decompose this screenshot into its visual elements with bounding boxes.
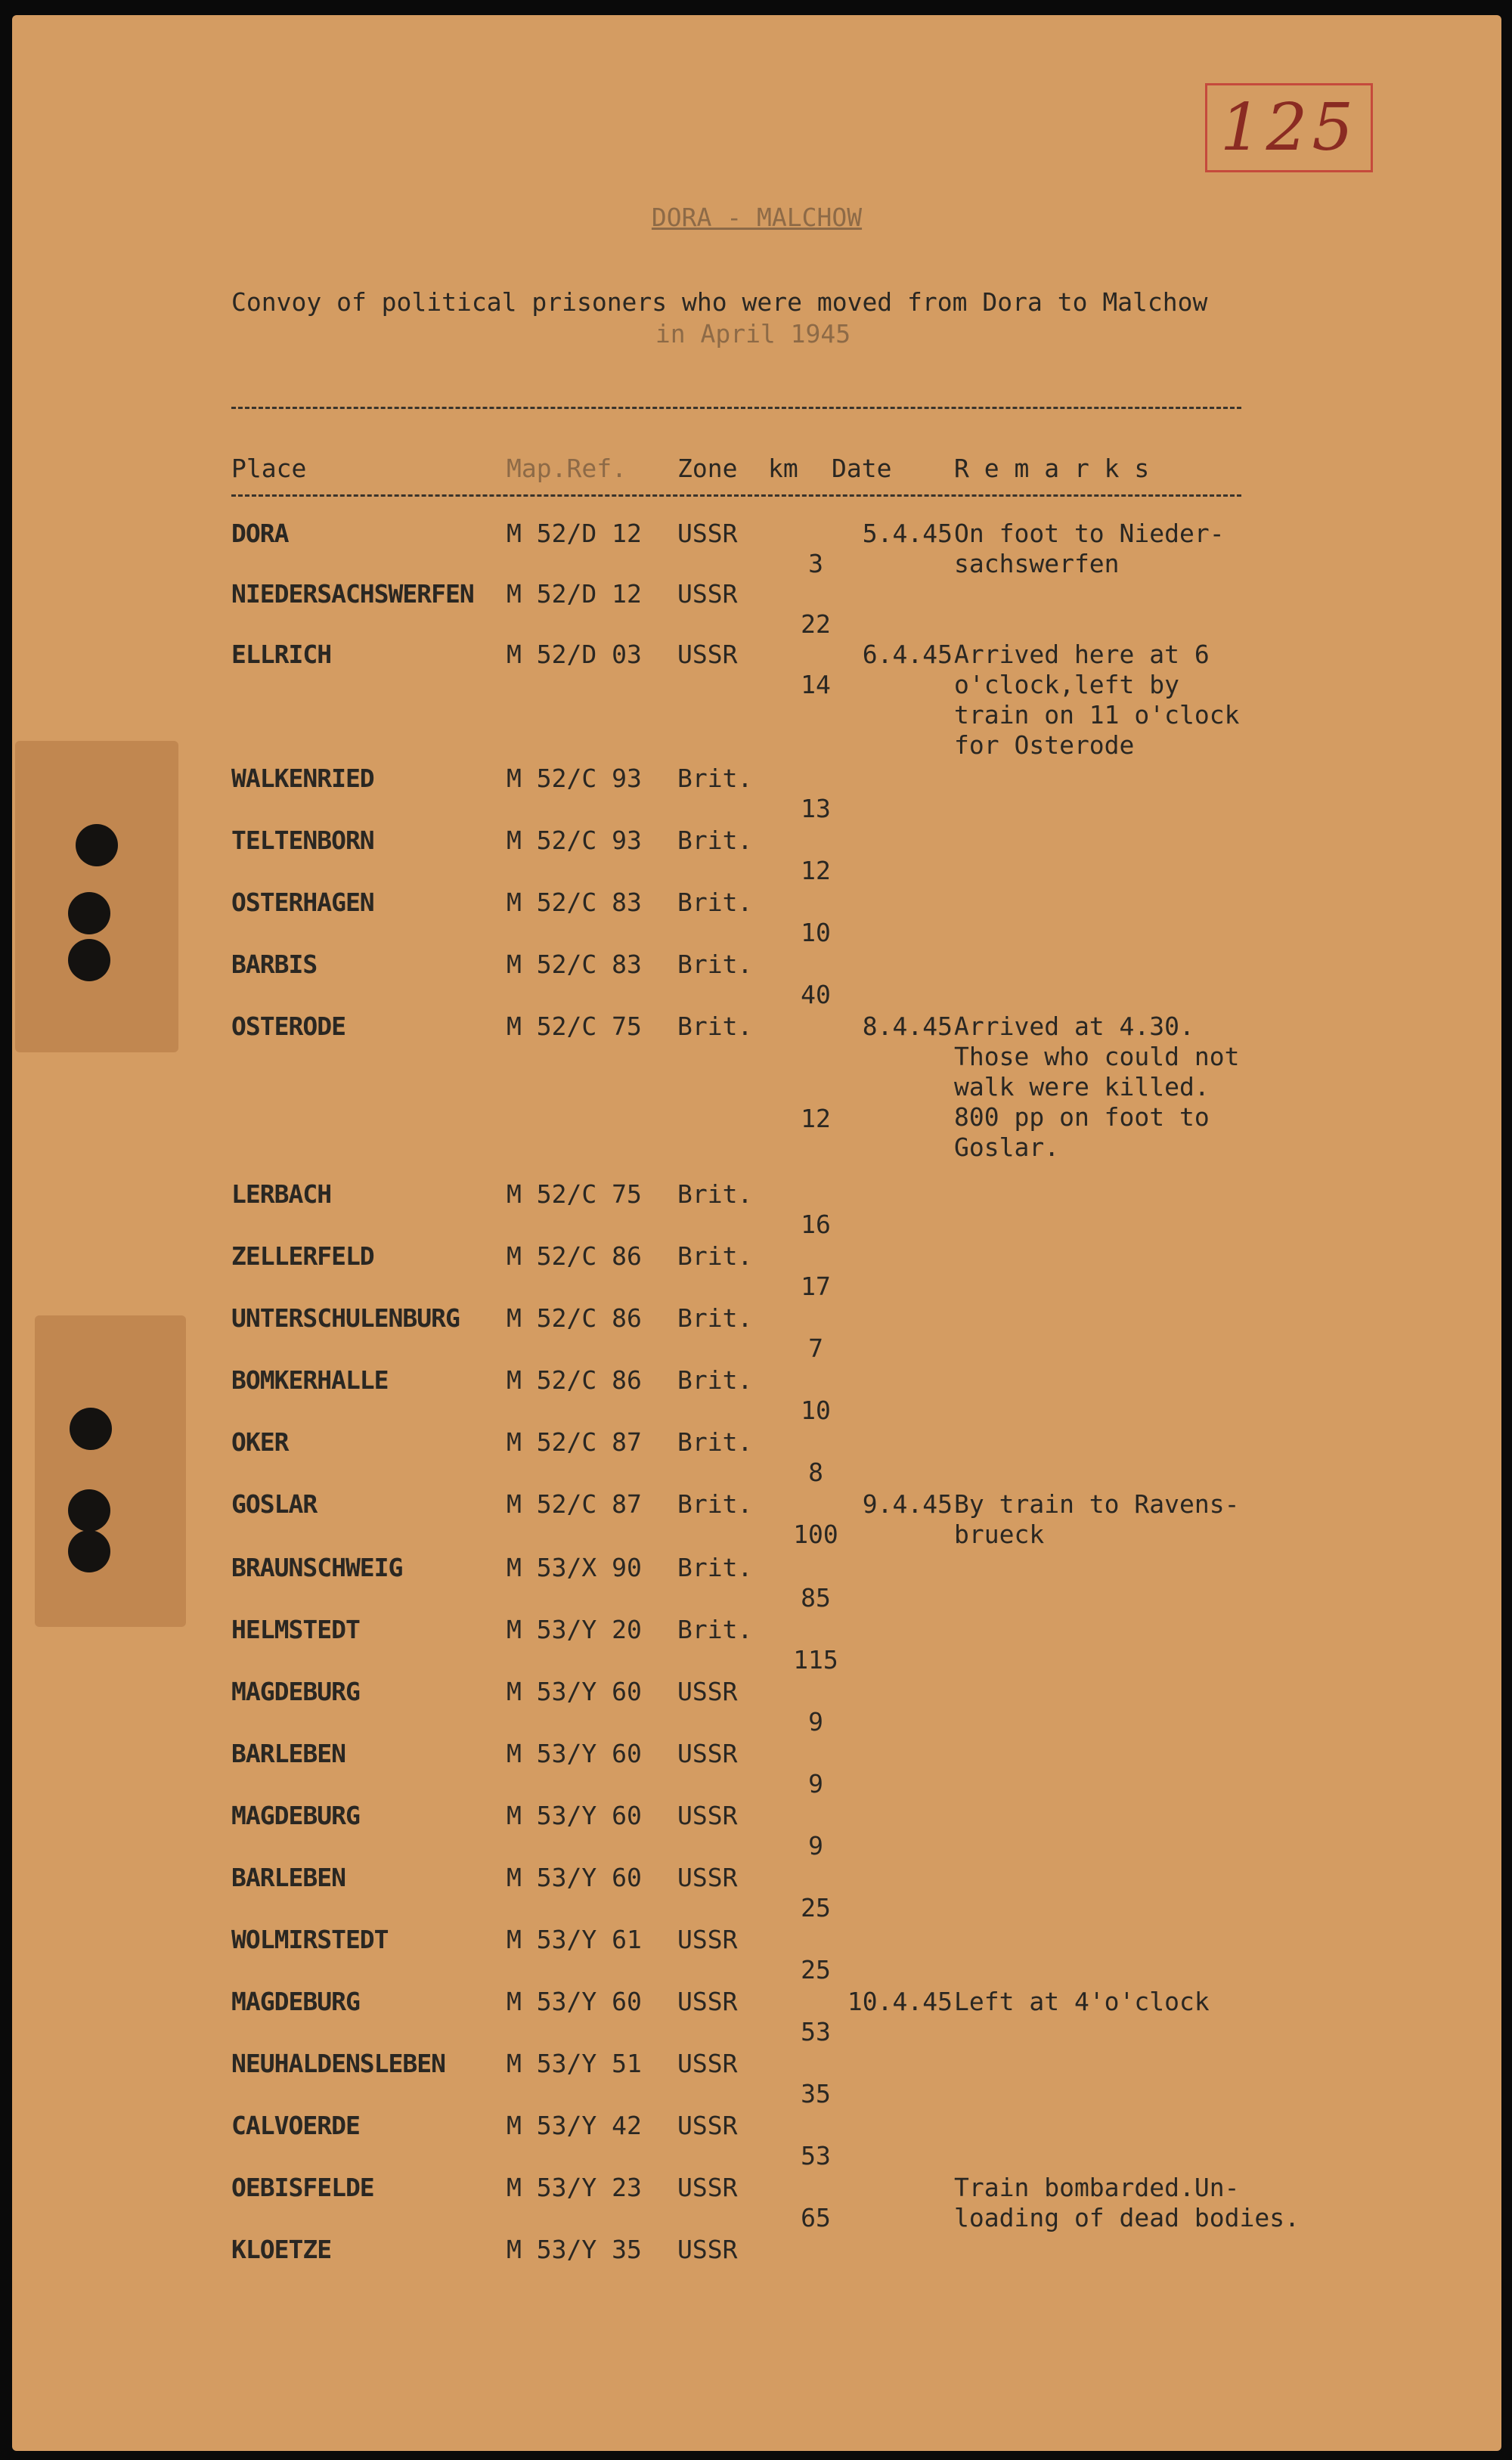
distance-km: 8 xyxy=(808,1458,823,1487)
map-reference: M 52/D 03 xyxy=(507,640,642,669)
subtitle-line-2: in April 1945 xyxy=(655,319,851,349)
place-name: HELMSTEDT xyxy=(231,1615,360,1644)
zone: Brit. xyxy=(677,950,753,979)
place-name: NEUHALDENSLEBEN xyxy=(231,2049,446,2078)
punch-hole xyxy=(68,892,110,934)
map-reference: M 52/C 93 xyxy=(507,826,642,855)
place-name: BARBIS xyxy=(231,950,318,979)
distance-km: 7 xyxy=(808,1334,823,1363)
distance-km: 10 xyxy=(801,1396,831,1425)
distance-km: 115 xyxy=(793,1645,838,1675)
map-reference: M 52/D 12 xyxy=(507,579,642,609)
remarks: By train to Ravens- brueck xyxy=(954,1489,1240,1549)
zone: USSR xyxy=(677,1987,738,2016)
distance-km: 40 xyxy=(801,980,831,1009)
place-name: UNTERSCHULENBURG xyxy=(231,1303,460,1333)
date: 9.4.45 xyxy=(862,1489,953,1519)
map-reference: M 53/Y 60 xyxy=(507,1739,642,1768)
distance-km: 9 xyxy=(808,1707,823,1737)
place-name: OSTERHAGEN xyxy=(231,888,374,917)
distance-km: 16 xyxy=(801,1210,831,1239)
map-reference: M 53/Y 60 xyxy=(507,1801,642,1830)
distance-km: 3 xyxy=(808,549,823,578)
zone: Brit. xyxy=(677,1179,753,1209)
place-name: TELTENBORN xyxy=(231,826,374,855)
distance-km: 53 xyxy=(801,2141,831,2170)
remarks: Left at 4'o'clock xyxy=(954,1987,1210,2016)
place-name: OKER xyxy=(231,1427,289,1457)
place-name: GOSLAR xyxy=(231,1489,318,1519)
map-reference: M 52/C 83 xyxy=(507,950,642,979)
map-reference: M 52/C 83 xyxy=(507,888,642,917)
place-name: MAGDEBURG xyxy=(231,1801,360,1830)
header-zone: Zone xyxy=(677,454,738,483)
zone: Brit. xyxy=(677,1012,753,1041)
place-name: BARLEBEN xyxy=(231,1739,345,1768)
map-reference: M 53/Y 35 xyxy=(507,2235,642,2264)
zone: Brit. xyxy=(677,1553,753,1582)
header-km: km xyxy=(768,454,798,483)
header-date: Date xyxy=(832,454,892,483)
map-reference: M 52/C 86 xyxy=(507,1241,642,1271)
map-reference: M 53/Y 61 xyxy=(507,1925,642,1954)
distance-km: 14 xyxy=(801,670,831,699)
document-title: DORA - MALCHOW xyxy=(651,203,863,232)
place-name: BRAUNSCHWEIG xyxy=(231,1553,403,1582)
header-place: Place xyxy=(231,454,307,483)
punch-hole xyxy=(68,1489,110,1532)
place-name: CALVOERDE xyxy=(231,2111,360,2140)
zone: USSR xyxy=(677,1863,738,1892)
place-name: WALKENRIED xyxy=(231,764,374,793)
map-reference: M 52/C 93 xyxy=(507,764,642,793)
zone: Brit. xyxy=(677,764,753,793)
map-reference: M 53/X 90 xyxy=(507,1553,642,1582)
distance-km: 53 xyxy=(801,2017,831,2046)
date: 8.4.45 xyxy=(862,1012,953,1041)
place-name: ELLRICH xyxy=(231,640,332,669)
distance-km: 22 xyxy=(801,609,831,639)
map-reference: M 53/Y 60 xyxy=(507,1863,642,1892)
distance-km: 25 xyxy=(801,1893,831,1922)
zone: USSR xyxy=(677,1925,738,1954)
distance-km: 12 xyxy=(801,1104,831,1133)
place-name: LERBACH xyxy=(231,1179,332,1209)
distance-km: 9 xyxy=(808,1831,823,1860)
remarks: Arrived at 4.30. Those who could not walk were killed. 800 pp on foot to Goslar. xyxy=(954,1012,1240,1162)
distance-km: 9 xyxy=(808,1769,823,1799)
distance-km: 100 xyxy=(793,1520,838,1549)
remarks: On foot to Nieder- sachswerfen xyxy=(954,519,1225,578)
map-reference: M 52/C 75 xyxy=(507,1012,642,1041)
punch-hole xyxy=(70,1408,112,1450)
place-name: BARLEBEN xyxy=(231,1863,345,1892)
header-rule-top xyxy=(231,407,1241,409)
map-reference: M 52/C 86 xyxy=(507,1365,642,1395)
map-reference: M 52/C 86 xyxy=(507,1303,642,1333)
place-name: BOMKERHALLE xyxy=(231,1365,389,1395)
zone: USSR xyxy=(677,579,738,609)
map-reference: M 53/Y 42 xyxy=(507,2111,642,2140)
zone: USSR xyxy=(677,1677,738,1706)
distance-km: 35 xyxy=(801,2079,831,2108)
header-remarks: R e m a r k s xyxy=(954,454,1150,483)
date: 10.4.45 xyxy=(847,1987,953,2016)
zone: USSR xyxy=(677,2049,738,2078)
zone: USSR xyxy=(677,2111,738,2140)
zone: Brit. xyxy=(677,826,753,855)
remarks: Arrived here at 6 o'clock,left by train on 11 o'clock for Osterode xyxy=(954,640,1240,760)
map-reference: M 52/C 75 xyxy=(507,1179,642,1209)
zone: USSR xyxy=(677,2173,738,2202)
punch-hole xyxy=(76,824,118,866)
zone: USSR xyxy=(677,1801,738,1830)
map-reference: M 53/Y 20 xyxy=(507,1615,642,1644)
zone: Brit. xyxy=(677,1615,753,1644)
map-reference: M 53/Y 51 xyxy=(507,2049,642,2078)
map-reference: M 53/Y 23 xyxy=(507,2173,642,2202)
map-reference: M 52/C 87 xyxy=(507,1489,642,1519)
zone: USSR xyxy=(677,519,738,548)
zone: Brit. xyxy=(677,1427,753,1457)
distance-km: 12 xyxy=(801,856,831,885)
tape-strip-lower xyxy=(35,1315,186,1627)
folio-number: 125 xyxy=(1205,83,1373,172)
map-reference: M 53/Y 60 xyxy=(507,1987,642,2016)
place-name: OSTERODE xyxy=(231,1012,345,1041)
map-reference: M 53/Y 60 xyxy=(507,1677,642,1706)
zone: Brit. xyxy=(677,888,753,917)
distance-km: 25 xyxy=(801,1955,831,1984)
remarks: Train bombarded.Un- loading of dead bodies. xyxy=(954,2173,1300,2232)
distance-km: 85 xyxy=(801,1583,831,1613)
map-reference: M 52/C 87 xyxy=(507,1427,642,1457)
punch-hole xyxy=(68,939,110,981)
place-name: WOLMIRSTEDT xyxy=(231,1925,389,1954)
zone: USSR xyxy=(677,640,738,669)
document-page xyxy=(12,15,1501,2451)
distance-km: 10 xyxy=(801,918,831,947)
zone: Brit. xyxy=(677,1365,753,1395)
distance-km: 65 xyxy=(801,2203,831,2232)
zone: Brit. xyxy=(677,1489,753,1519)
place-name: DORA xyxy=(231,519,289,548)
place-name: KLOETZE xyxy=(231,2235,332,2264)
map-reference: M 52/D 12 xyxy=(507,519,642,548)
place-name: OEBISFELDE xyxy=(231,2173,374,2202)
subtitle-line-1: Convoy of political prisoners who were moved from Dora to Malchow xyxy=(231,287,1208,317)
place-name: ZELLERFELD xyxy=(231,1241,374,1271)
date: 6.4.45 xyxy=(862,640,953,669)
distance-km: 13 xyxy=(801,794,831,823)
zone: Brit. xyxy=(677,1303,753,1333)
punch-hole xyxy=(68,1530,110,1572)
date: 5.4.45 xyxy=(862,519,953,548)
distance-km: 17 xyxy=(801,1272,831,1301)
header-map-ref: Map.Ref. xyxy=(507,454,627,483)
place-name: MAGDEBURG xyxy=(231,1677,360,1706)
header-rule-bottom xyxy=(231,494,1241,497)
place-name: NIEDERSACHSWERFEN xyxy=(231,579,474,609)
zone: USSR xyxy=(677,2235,738,2264)
zone: USSR xyxy=(677,1739,738,1768)
zone: Brit. xyxy=(677,1241,753,1271)
place-name: MAGDEBURG xyxy=(231,1987,360,2016)
